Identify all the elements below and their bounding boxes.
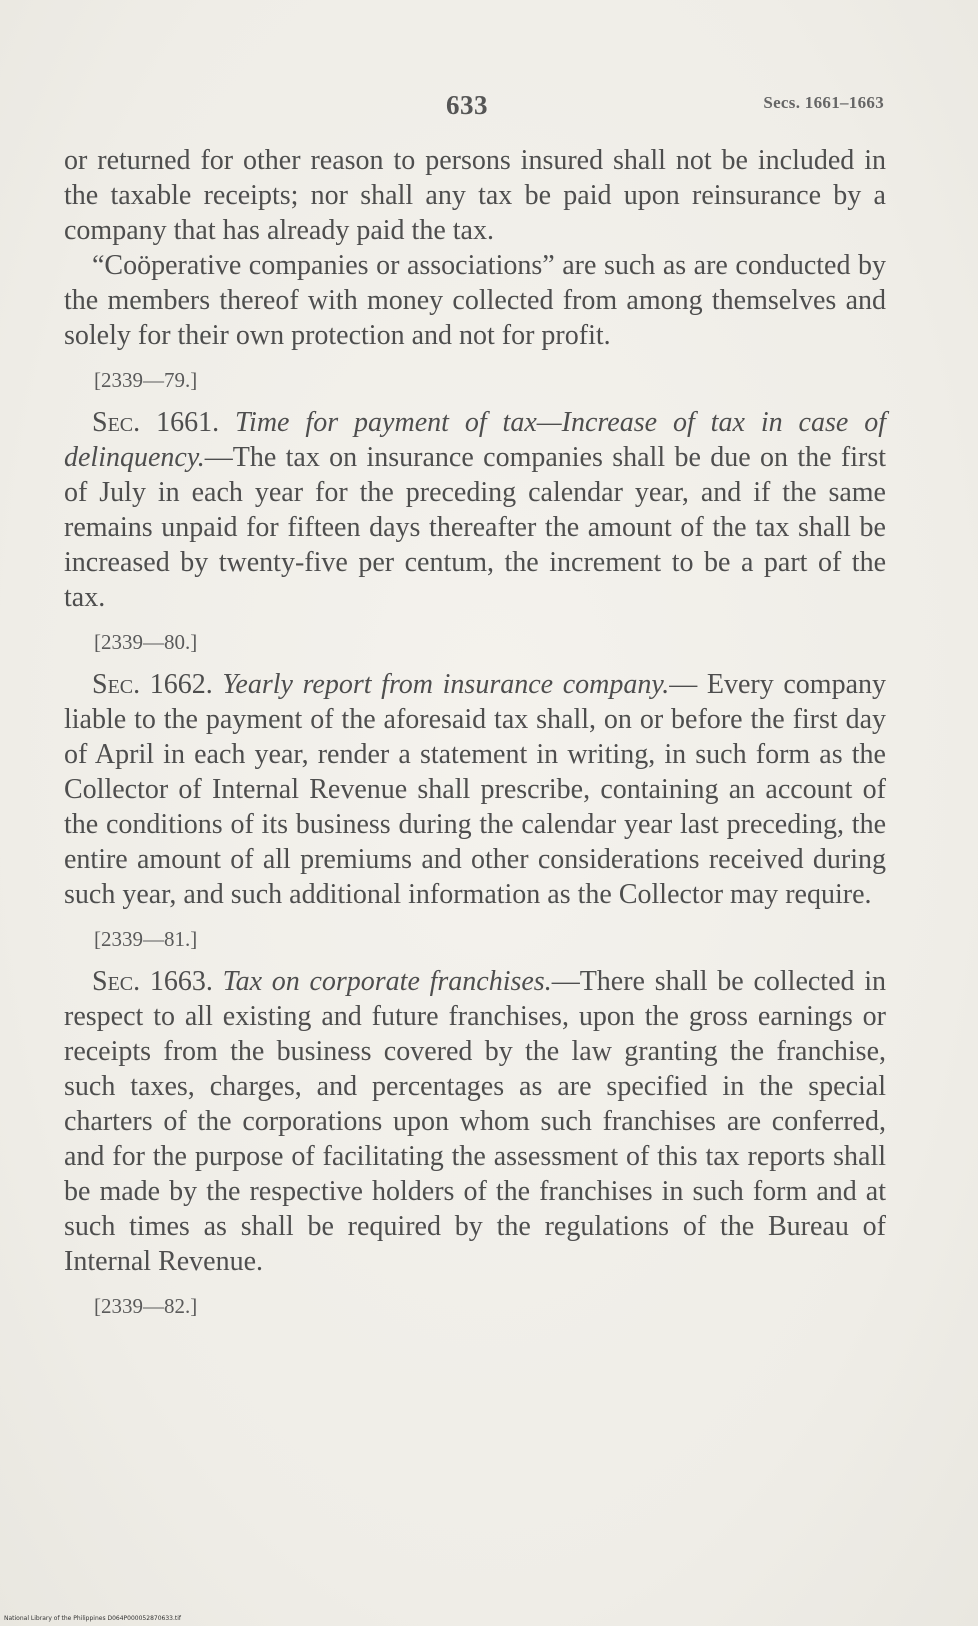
section-1661 bbox=[64, 405, 886, 615]
section-text: —There shall be collected in respect to all existing and future franchises, upon the gross earnings or receipts from the business covered by the law granting the franchise, such taxes, charges, and percentages as are specified in the special charters of the corporations upon whom such franchises are conferred, and for the purpose of facilitating the assessment of this tax reports shall be made by the respective holders of the franchises in such form and at such times as shall be required by the regulations of the Bureau of Internal Revenue. bbox=[64, 966, 886, 1277]
section-label: Sec. 1661. bbox=[92, 407, 220, 438]
body-text bbox=[64, 143, 886, 1331]
citation-2339-79: [2339—79.] bbox=[94, 368, 198, 392]
section-1663 bbox=[64, 964, 886, 1279]
citation-2339-81: [2339—81.] bbox=[94, 927, 198, 951]
running-head: Secs. 1661–1663 bbox=[763, 93, 884, 112]
section-text: — Every company liable to the payment of the aforesaid tax shall, on or before the first day of April in each year, render a statement in writing, in such form as the Collector of Internal Revenue shall prescribe, containing an account of the conditions of its business during the calendar year last preceding, the entire amount of all premiums and other considerations received during such year, and such additional information as the Collector may require. bbox=[64, 669, 887, 910]
paragraph-continuation: or returned for other reason to persons insured shall not be included in the taxable receipts; nor shall any tax be paid upon reinsurance by a company that has already paid the tax. bbox=[64, 145, 886, 246]
section-text: —The tax on insurance companies shall be due on the first of July in each year for the preceding calendar year, and if the same remains unpaid for fifteen days thereafter the amount of the tax shall be increased by twenty-five per centum, the increment to be a part of the tax. bbox=[64, 442, 886, 613]
section-1662 bbox=[64, 667, 886, 912]
page-number: 633 bbox=[446, 90, 488, 120]
section-title: Tax on corporate franchises. bbox=[222, 966, 552, 997]
section-title: Yearly report from insurance company. bbox=[222, 669, 670, 700]
section-label: Sec. 1663. bbox=[92, 966, 213, 997]
archive-stamp: National Library of the Philippines D064P000052870633.tif bbox=[4, 1615, 182, 1622]
paragraph-cooperative-definition: “Coöperative companies or associations” are such as are conducted by the members thereof with money collected from among themselves and solely for their own protection and not for profit. bbox=[64, 250, 886, 351]
citation-2339-82: [2339—82.] bbox=[94, 1294, 198, 1318]
section-label: Sec. 1662. bbox=[92, 669, 213, 700]
citation-2339-80: [2339—80.] bbox=[94, 630, 198, 654]
section-title: Time for payment of tax—Increase of tax in case of delinquency. bbox=[64, 407, 887, 473]
